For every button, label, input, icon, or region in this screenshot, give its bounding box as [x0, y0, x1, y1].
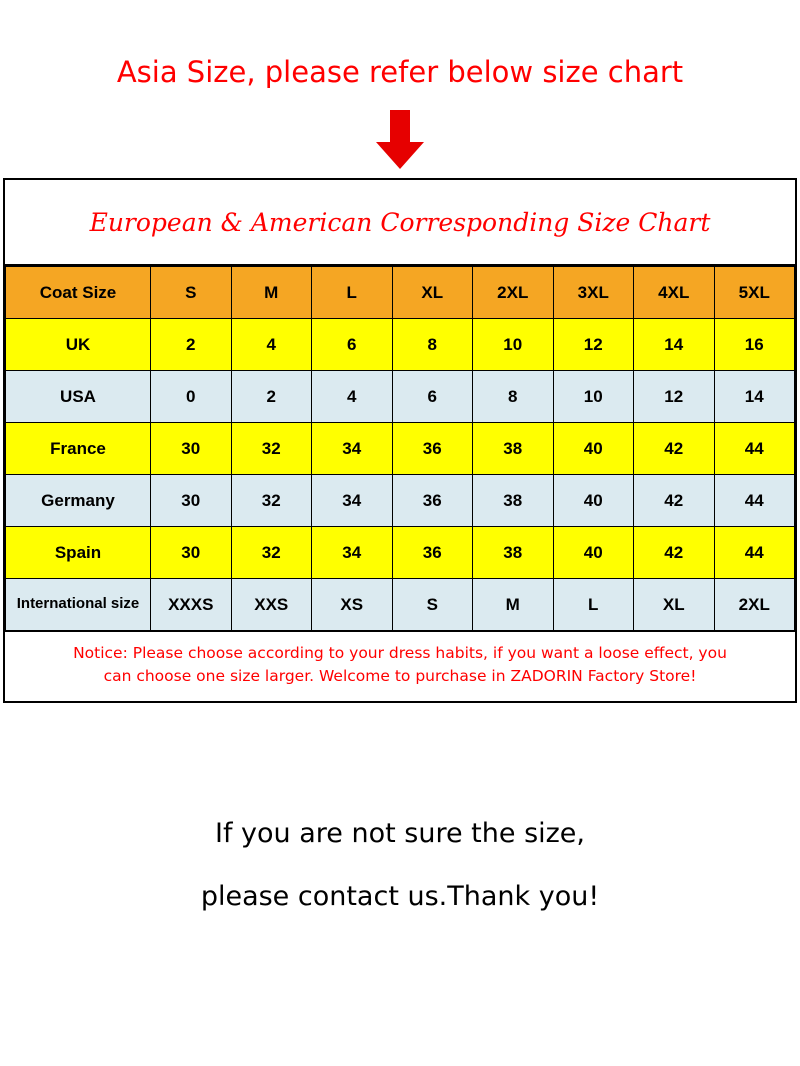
cell-france-5xl: 44 [714, 423, 795, 475]
cell-spain-s: 30 [151, 527, 232, 579]
row-label-uk: UK [6, 319, 151, 371]
row-label-germany: Germany [6, 475, 151, 527]
cell-france-xl: 36 [392, 423, 473, 475]
table-header-row [6, 267, 795, 319]
down-arrow-icon [374, 110, 426, 170]
footer-line-1: If you are not sure the size, [215, 818, 585, 849]
cell-intl-3xl: L [553, 579, 634, 631]
arrow-container [0, 110, 800, 170]
cell-uk-4xl: 14 [634, 319, 715, 371]
notice-line-1: Notice: Please choose according to your dress habits, if you want a loose effect, you [73, 644, 727, 662]
cell-intl-xl: S [392, 579, 473, 631]
cell-spain-l: 34 [312, 527, 393, 579]
row-label-france: France [6, 423, 151, 475]
cell-germany-5xl: 44 [714, 475, 795, 527]
cell-uk-5xl: 16 [714, 319, 795, 371]
table-row [6, 423, 795, 475]
cell-germany-3xl: 40 [553, 475, 634, 527]
notice-text [5, 631, 795, 701]
cell-france-s: 30 [151, 423, 232, 475]
cell-spain-4xl: 42 [634, 527, 715, 579]
cell-germany-4xl: 42 [634, 475, 715, 527]
cell-germany-s: 30 [151, 475, 232, 527]
column-header-m: M [231, 267, 312, 319]
cell-france-3xl: 40 [553, 423, 634, 475]
cell-usa-l: 4 [312, 371, 393, 423]
cell-germany-2xl: 38 [473, 475, 554, 527]
row-label-spain: Spain [6, 527, 151, 579]
cell-france-4xl: 42 [634, 423, 715, 475]
cell-usa-m: 2 [231, 371, 312, 423]
footer-message [0, 820, 800, 910]
cell-usa-xl: 6 [392, 371, 473, 423]
cell-usa-3xl: 10 [553, 371, 634, 423]
column-header-2xl: 2XL [473, 267, 554, 319]
column-header-5xl: 5XL [714, 267, 795, 319]
cell-intl-m: XXS [231, 579, 312, 631]
cell-spain-m: 32 [231, 527, 312, 579]
cell-intl-l: XS [312, 579, 393, 631]
row-label-international-size: International size [6, 579, 151, 631]
column-header-coat-size: Coat Size [6, 267, 151, 319]
cell-intl-2xl: M [473, 579, 554, 631]
cell-usa-5xl: 14 [714, 371, 795, 423]
page-title: Asia Size, please refer below size chart [116, 55, 684, 89]
cell-intl-s: XXXS [151, 579, 232, 631]
cell-spain-3xl: 40 [553, 527, 634, 579]
table-row [6, 319, 795, 371]
cell-uk-2xl: 10 [473, 319, 554, 371]
cell-intl-5xl: 2XL [714, 579, 795, 631]
cell-france-l: 34 [312, 423, 393, 475]
cell-uk-s: 2 [151, 319, 232, 371]
size-chart-box [3, 178, 797, 703]
cell-spain-xl: 36 [392, 527, 473, 579]
cell-uk-3xl: 12 [553, 319, 634, 371]
cell-france-m: 32 [231, 423, 312, 475]
table-row [6, 371, 795, 423]
cell-france-2xl: 38 [473, 423, 554, 475]
table-row [6, 475, 795, 527]
footer-line-2: please contact us.Thank you! [200, 881, 600, 912]
cell-usa-s: 0 [151, 371, 232, 423]
cell-spain-5xl: 44 [714, 527, 795, 579]
cell-germany-xl: 36 [392, 475, 473, 527]
chart-title: European & American Corresponding Size Chart [5, 180, 795, 266]
cell-usa-4xl: 12 [634, 371, 715, 423]
cell-usa-2xl: 8 [473, 371, 554, 423]
cell-spain-2xl: 38 [473, 527, 554, 579]
column-header-xl: XL [392, 267, 473, 319]
column-header-s: S [151, 267, 232, 319]
cell-uk-l: 6 [312, 319, 393, 371]
notice-line-2: can choose one size larger. Welcome to purchase in ZADORIN Factory Store! [103, 667, 697, 686]
cell-germany-l: 34 [312, 475, 393, 527]
cell-intl-4xl: XL [634, 579, 715, 631]
table-row [6, 527, 795, 579]
column-header-4xl: 4XL [634, 267, 715, 319]
column-header-l: L [312, 267, 393, 319]
table-row [6, 579, 795, 631]
cell-uk-m: 4 [231, 319, 312, 371]
row-label-usa: USA [6, 371, 151, 423]
size-table [5, 266, 795, 631]
column-header-3xl: 3XL [553, 267, 634, 319]
cell-germany-m: 32 [231, 475, 312, 527]
cell-uk-xl: 8 [392, 319, 473, 371]
